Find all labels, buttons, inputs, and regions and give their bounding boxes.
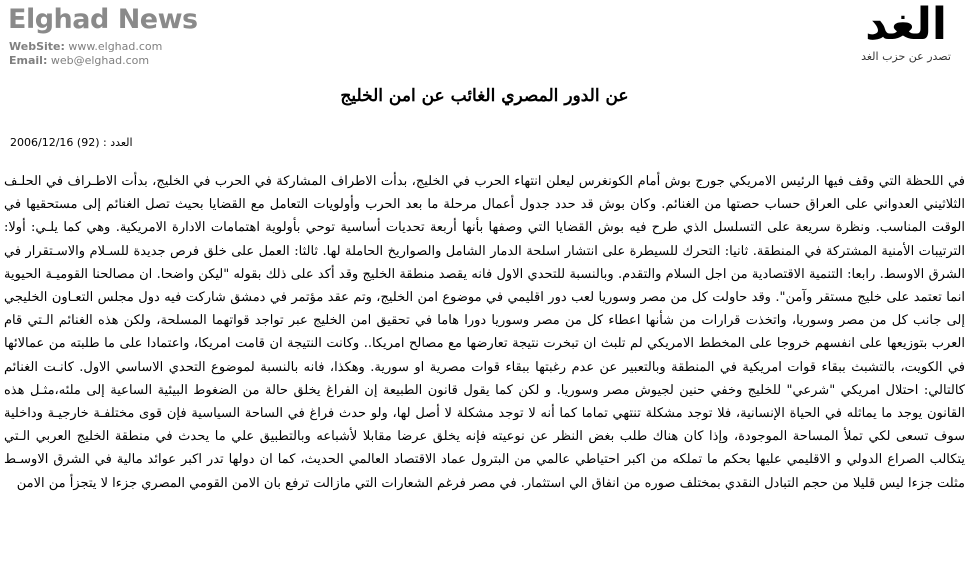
email-link[interactable]: web@elghad.com: [50, 54, 150, 67]
logo-mark: الغد: [865, 0, 947, 50]
logo-tagline: تصدر عن حزب الغد: [861, 50, 951, 63]
website-label: WebSite:: [9, 40, 65, 53]
article-date: 2006/12/16: [10, 136, 74, 149]
page-header: [0, 0, 969, 80]
article-title: عن الدور المصري الغائب عن امن الخليج: [340, 86, 629, 106]
article-body: في اللحظة التي وقف فيها الرئيس الامريكي جورج بوش أمام الكونغرس ليعلن انتهاء الحرب في الخليج، بدأت الاطراف المشاركة في الحرب في الخليج، بدأت الاطـراف في الحلـف الثلاثيني العدواني على العراق حساب حصتها من الغنائم. وكان بوش قد حدد جدول أعمال مرحلة ما بعد الحرب وأولويات التعامل مع القضايا بحيث تصل الغنائم إلى مستحقيها في الوقت المناسب. ونظرة سريعة على التسلسل الذي طرح فيه بوش القضايا التي وصفها بأنها أربعة تحديات أساسية توحي بأولوية اهتمامات الادارة الامريكية. وهي كما يلـي: أولا: الترتيبات الأمنية المشتركة في المنطقة. ثانيا: التحرك للسيطرة على انتشار اسلحة الدمار الشامل والصواريخ الحاملة لها. ثالثا: العمل على خلق فرص جديدة للسـلام والاسـتقرار في الشرق الاوسط. رابعا: التنمية الاقتصادية من اجل السلام والتقدم. وبالنسبة للتحدي الاول فانه يقصد منطقة الخليج وقد أكد على ذلك بقوله "ليكن واضحا. ان مصالحنا القوميـة الحيوية انما تعتمد على خليج مستقر وآمن". وقد حاولت كل من مصر وسوريا لعب دور اقليمي في موضوع امن الخليج، وتم عقد مؤتمر في دمشق شاركت فيه دول مجلس التعـاون الخليجي إلى جانب كل من مصر وسوريا، واتخذت قرارات من شأنها اعطاء كل من مصر وسوريا دورا هاما في تحقيق امن الخليج عبر تواجد قواتهما المسلحة، ولكن هذه الغنائم الـتي قام العرب بتوزيعها على انفسهم خروجا على المخطط الامريكي لم تلبث ان تبخرت نتيجة تعارضها مع مصالح امريكا.. وكانت النتيجة ان قامت امريكا، واعتمادا على ما طلبته من عمالائها في الكويت، بالتشبث ببقاء قوات امريكية في المنطقة وبالتعبير عن عدم رغبتها ببقاء قوات مصرية او سورية. وهكذا، فانه بالنسبة لموضوع التحدي الاساسي الاول. كانـت الغنائم كالتالي: احتلال امريكي "شرعي" للخليج وخفي حنين لجيوش مصر وسوريا. و لكن كما يقول قانون الطبيعة إن الفراغ يخلق حالة من الضغوط البيئية الساعية إلى ملئه،مثـل هذه القانون يوجد ما يماثله في الحياة الإنسانية، فلا توجد مشكلة تنتهي تماما كما أنه لا توجد مشكلة لا أصل لها، ولو حدث فراغ في الساحة السياسية فإن قوى مختلفـة خارجيـة وداخلية سوف تسعى لكي تملأ المساحة الموجودة، وإذا كان هناك طلب بغض النظر عن نوعيته فإنه يخلق عرضا مقابلا لأشباعه وبالتطبيق علي ما يحدث في منطقة الخليج العربي الـتي يتكالب الصراع الدولي و الاقليمي عليها بحكم ما تملكه من اكبر احتياطي عالمي من البترول عماد الاقتصاد العالمي الحديث، كما ان دولها تدر اكبر عوائد مالية في الشرق الاوسـط مثلت جزءا ليس قليلا من حجم التبادل النقدي بمختلف صوره من انفاق الي استثمار. في مصر فرغم الشعارات التي مازالت ترفع بان الامن القومي المصري جزءا لا يتجزأ من الامن: [4, 174, 965, 491]
issue-label: العدد: [110, 136, 133, 149]
site-name: Elghad News: [8, 4, 198, 35]
website-line: [9, 40, 162, 53]
email-label: Email:: [9, 54, 48, 67]
issue-number: (92) :: [76, 136, 107, 149]
email-line: [9, 54, 149, 67]
elghad-logo: [851, 0, 961, 63]
article-meta: [10, 136, 133, 149]
website-link[interactable]: www.elghad.com: [68, 40, 163, 53]
